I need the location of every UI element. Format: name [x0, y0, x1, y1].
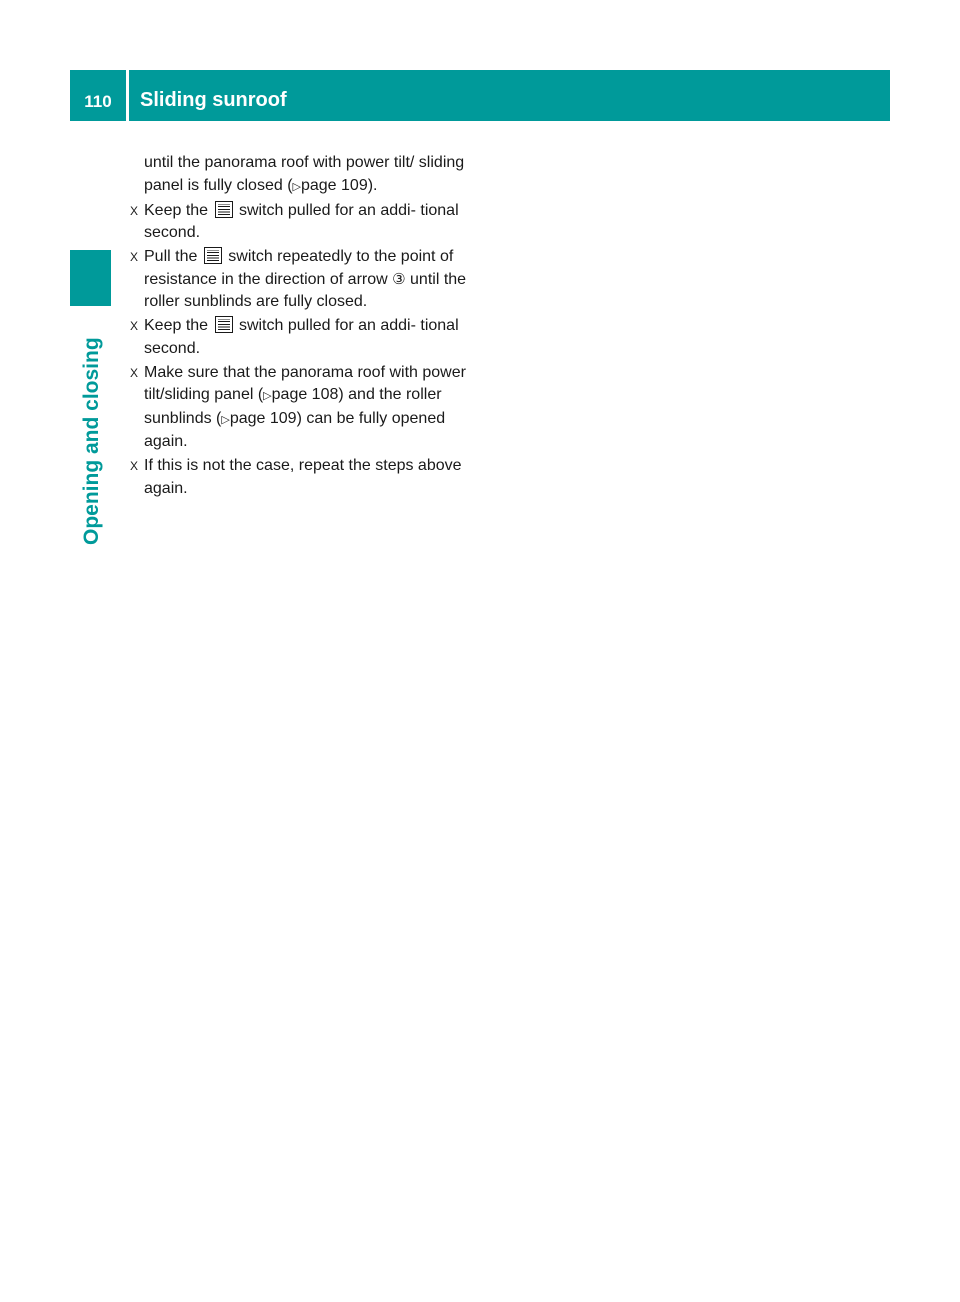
step-text-post: switch pulled for an addi- tional second. — [144, 317, 459, 357]
step-marker-icon: X — [130, 319, 139, 333]
page-reference-arrow-icon: ▷ — [292, 180, 301, 193]
step-marker-icon: X — [130, 250, 139, 264]
step-item — [130, 315, 470, 360]
header-divider — [126, 70, 129, 121]
step-text-tail: until the roller sunblinds are fully closed. — [144, 270, 467, 310]
step-text-pre: Pull the — [144, 248, 202, 265]
step-marker-icon: X — [130, 459, 139, 473]
switch-icon — [215, 201, 233, 218]
intro-text: until the panorama roof with power tilt/ sliding panel is fully closed ( — [144, 154, 465, 194]
step-text-post: switch pulled for an addi- tional second. — [144, 201, 459, 241]
step-ref-2: page 109) can be fully opened again. — [144, 409, 446, 450]
chapter-tab-block — [70, 250, 111, 306]
step-text-pre: Make sure that the panorama roof with power tilt/sliding panel ( — [144, 363, 466, 403]
page-number: 110 — [84, 92, 112, 111]
step-marker-icon: X — [130, 203, 139, 218]
switch-icon — [215, 316, 233, 333]
step-item — [130, 200, 470, 245]
step-text: If this is not the case, repeat the steps above again. — [144, 457, 462, 497]
section-title: Sliding sunroof — [140, 89, 287, 111]
page-reference-arrow-icon: ▷ — [221, 413, 230, 426]
continuation-paragraph — [130, 152, 470, 198]
step-text-pre: Keep the — [144, 201, 213, 219]
intro-ref: page 109). — [300, 176, 378, 194]
step-item — [130, 455, 470, 500]
switch-icon — [204, 247, 222, 264]
step-marker-icon: X — [130, 365, 139, 380]
step-text-pre: Keep the — [144, 317, 213, 334]
chapter-label: Opening and closing — [80, 337, 103, 545]
body-content — [130, 152, 470, 500]
step-item — [130, 362, 470, 454]
step-item — [130, 246, 470, 314]
step-text-post: switch repeatedly to the point of resistance in the direction of arrow — [144, 248, 454, 288]
arrow-number-icon: ③ — [392, 270, 406, 288]
page-reference-arrow-icon: ▷ — [263, 390, 272, 402]
step-ref-1: page 108) and the roller sunblinds ( — [144, 386, 442, 427]
